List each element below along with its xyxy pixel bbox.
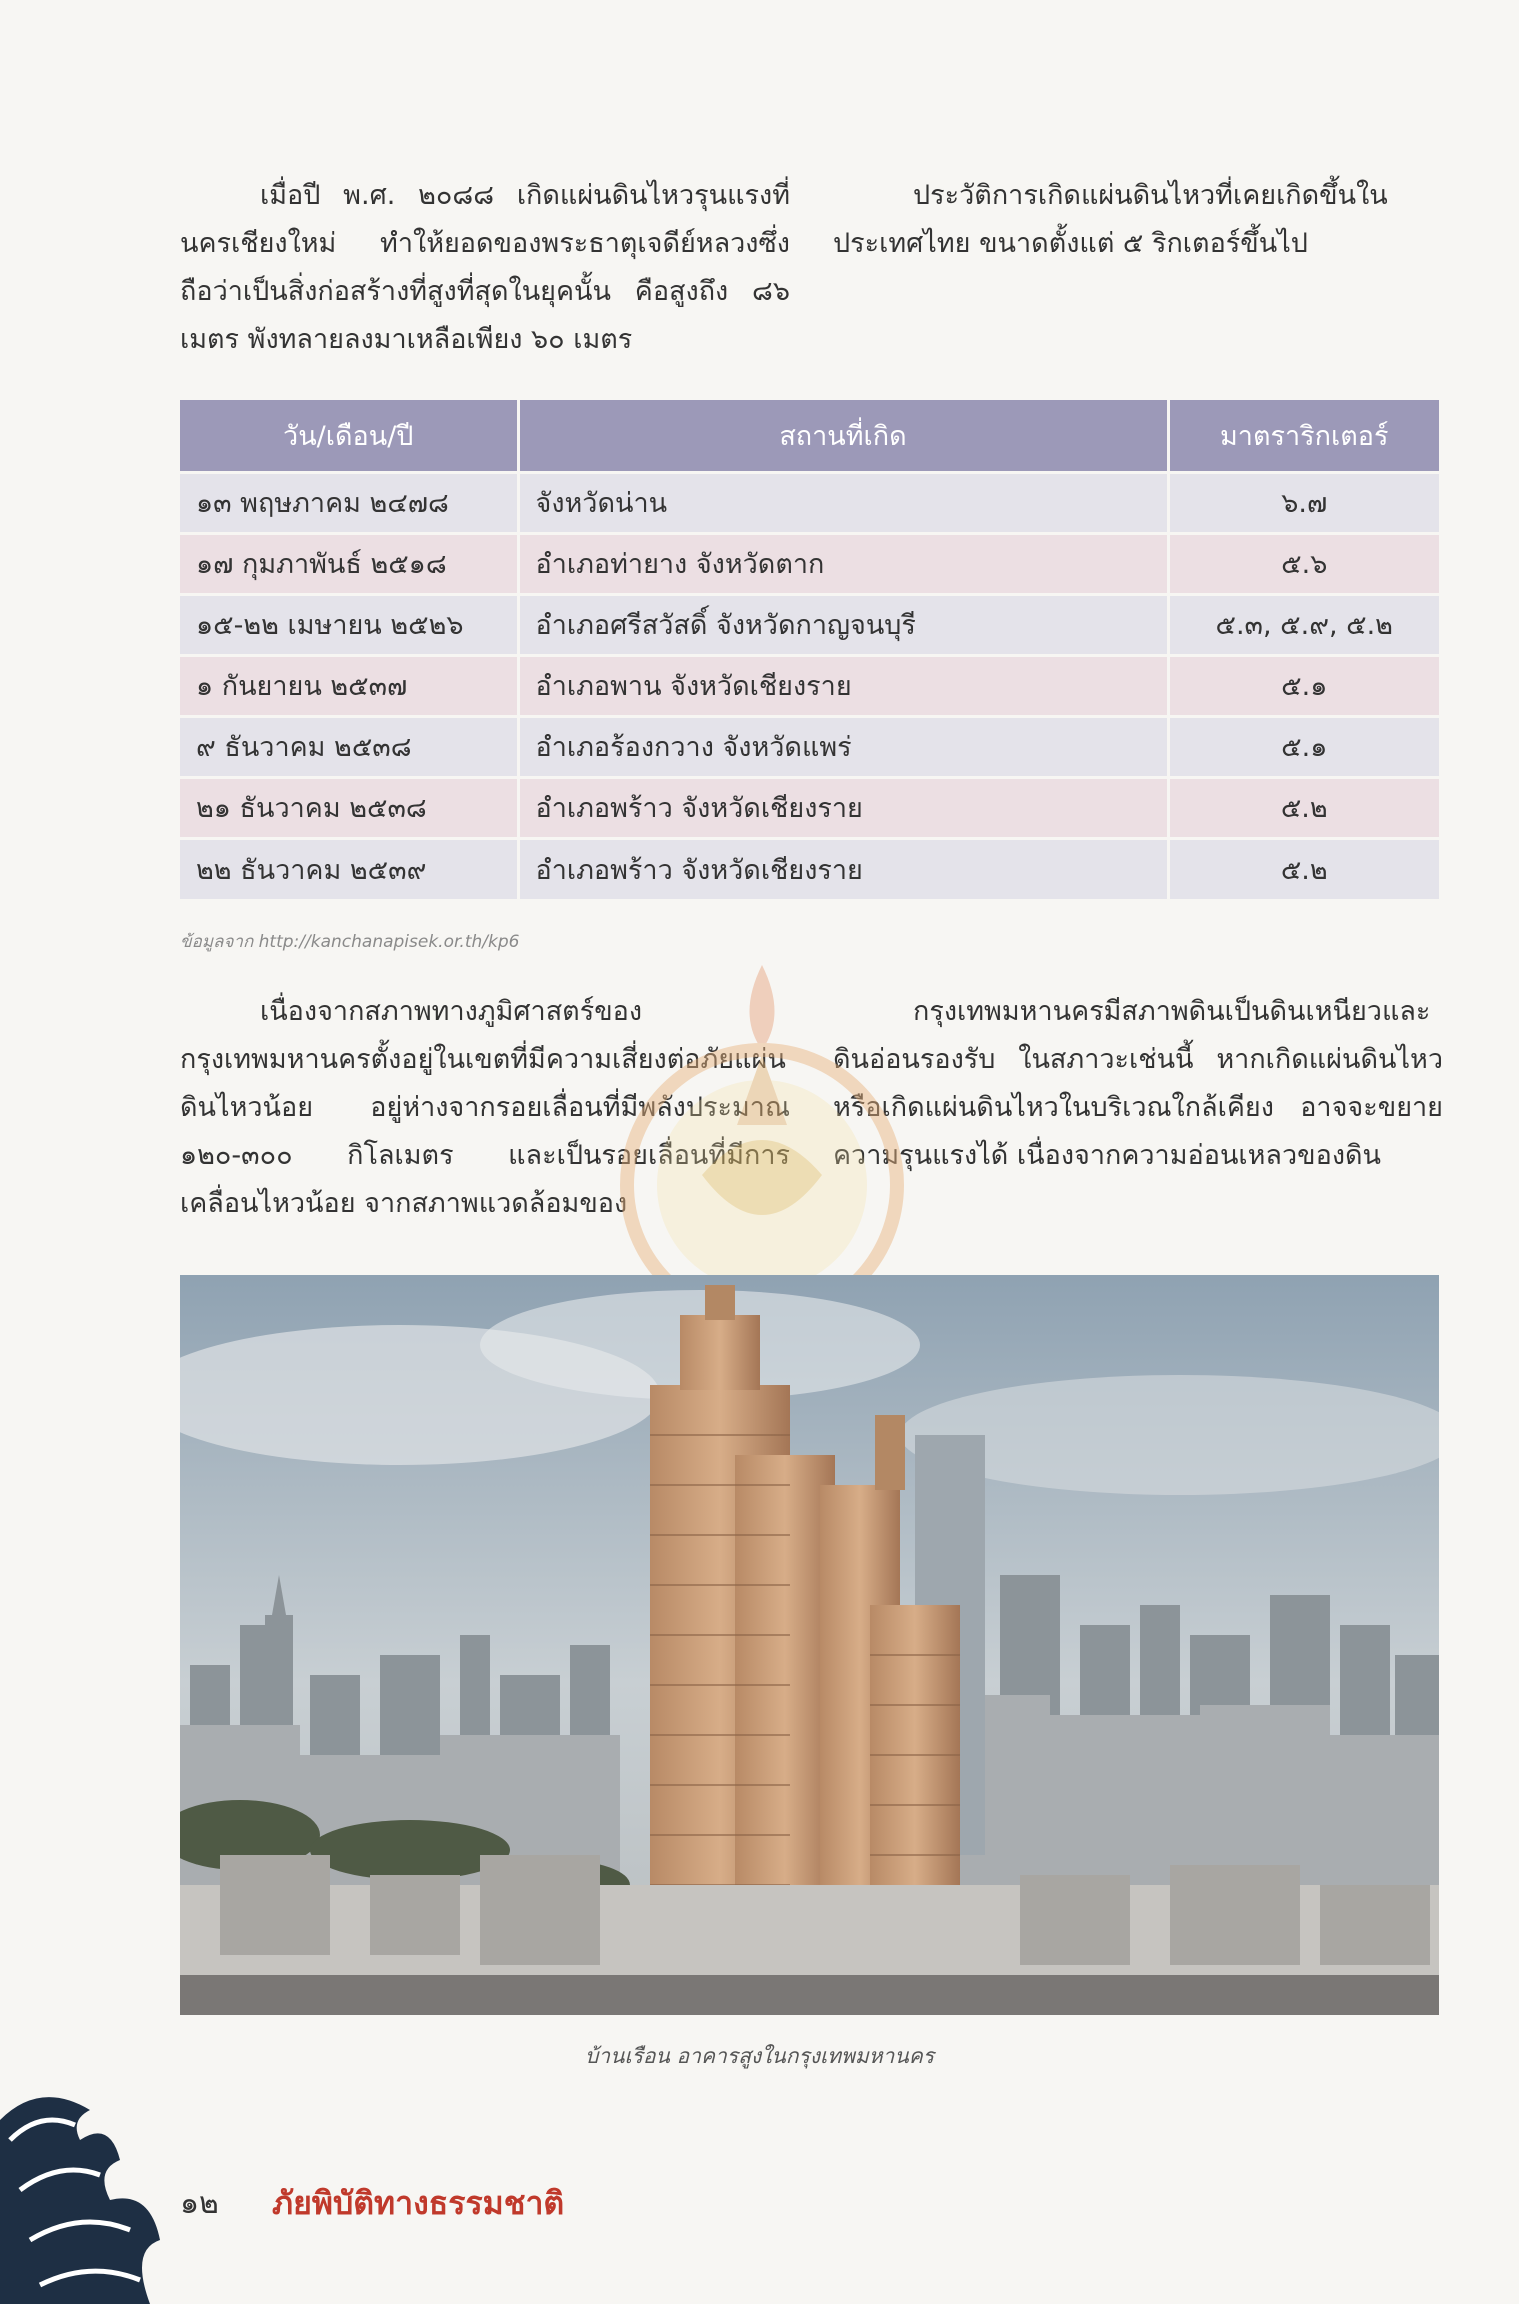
cell-date: ๑๓ พฤษภาคม ๒๔๗๘ (180, 472, 518, 533)
table-row (180, 838, 1439, 899)
cell-place: อำเภอพร้าว จังหวัดเชียงราย (518, 838, 1168, 899)
cell-magnitude: ๕.๒ (1168, 838, 1439, 899)
table-row (180, 777, 1439, 838)
table-row (180, 533, 1439, 594)
cell-magnitude: ๖.๗ (1168, 472, 1439, 533)
book-title: ภัยพิบัติทางธรรมชาติ (272, 2184, 565, 2222)
city-skyline-image (180, 1275, 1439, 2015)
table-header-row (180, 400, 1439, 472)
earthquake-history-table (180, 400, 1439, 899)
wave-decoration-icon (0, 2080, 200, 2304)
cell-magnitude: ๕.๖ (1168, 533, 1439, 594)
header-date: วัน/เดือน/ปี (180, 400, 518, 472)
intro-left-paragraph: เมื่อปี พ.ศ. ๒๐๘๘ เกิดแผ่นดินไหวรุนแรงที่นครเชียงใหม่ ทำให้ยอดของพระธาตุเจดีย์หลวงซึ่งถือว่าเป็นสิ่งก่อสร้างที่สูงที่สุดในยุคนั้น คือสูงถึง ๘๖ เมตร พังทลายลงมาเหลือเพียง ๖๐ เมตร (180, 180, 790, 355)
cell-date: ๑๗ กุมภาพันธ์ ๒๕๑๘ (180, 533, 518, 594)
cell-date: ๑ กันยายน ๒๕๓๗ (180, 655, 518, 716)
cell-magnitude: ๕.๑ (1168, 716, 1439, 777)
cell-place: อำเภอร้องกวาง จังหวัดแพร่ (518, 716, 1168, 777)
intro-left-column (180, 172, 790, 364)
cell-date: ๒๒ ธันวาคม ๒๕๓๙ (180, 838, 518, 899)
intro-right-column (833, 172, 1443, 268)
table-row (180, 655, 1439, 716)
header-place: สถานที่เกิด (518, 400, 1168, 472)
cell-place: อำเภอพาน จังหวัดเชียงราย (518, 655, 1168, 716)
table-row (180, 472, 1439, 533)
cell-magnitude: ๕.๒ (1168, 777, 1439, 838)
cell-place: อำเภอท่ายาง จังหวัดตาก (518, 533, 1168, 594)
table-row (180, 716, 1439, 777)
cell-magnitude: ๕.๓, ๕.๙, ๕.๒ (1168, 594, 1439, 655)
cell-place: อำเภอพร้าว จังหวัดเชียงราย (518, 777, 1168, 838)
table-row (180, 594, 1439, 655)
intro-right-paragraph: ประวัติการเกิดแผ่นดินไหวที่เคยเกิดขึ้นในประเทศไทย ขนาดตั้งแต่ ๕ ริกเตอร์ขึ้นไป (833, 180, 1388, 259)
cell-date: ๒๑ ธันวาคม ๒๕๓๘ (180, 777, 518, 838)
cell-date: ๙ ธันวาคม ๒๕๓๘ (180, 716, 518, 777)
cell-place: อำเภอศรีสวัสดิ์ จังหวัดกาญจนบุรี (518, 594, 1168, 655)
cell-magnitude: ๕.๑ (1168, 655, 1439, 716)
cell-date: ๑๕-๒๒ เมษายน ๒๕๒๖ (180, 594, 518, 655)
body-right-paragraph: กรุงเทพมหานครมีสภาพดินเป็นดินเหนียวและดินอ่อนรองรับ ในสภาวะเช่นนี้ หากเกิดแผ่นดินไหวหรือเกิดแผ่นดินไหวในบริเวณใกล้เคียง อาจจะขยายความรุนแรงได้ เนื่องจากความอ่อนเหลวของดิน (833, 996, 1443, 1171)
header-magnitude: มาตราริกเตอร์ (1168, 400, 1439, 472)
table-source-note: ข้อมูลจาก http://kanchanapisek.or.th/kp6 (180, 932, 520, 952)
cell-place: จังหวัดน่าน (518, 472, 1168, 533)
bangkok-buildings-photo (180, 1275, 1439, 2015)
body-right-column (833, 988, 1443, 1180)
photo-caption: บ้านเรือน อาคารสูงในกรุงเทพมหานคร (584, 2044, 935, 2068)
page-number: ๑๒ (180, 2186, 219, 2221)
body-left-paragraph: เนื่องจากสภาพทางภูมิศาสตร์ของกรุงเทพมหานครตั้งอยู่ในเขตที่มีความเสี่ยงต่อภัยแผ่นดินไหวน้อย อยู่ห่างจากรอยเลื่อนที่มีพลังประมาณ ๑๒๐-๓๐๐ กิโลเมตร และเป็นรอยเลื่อนที่มีการเคลื่อนไหวน้อย จากสภาพแวดล้อมของ (180, 996, 790, 1219)
